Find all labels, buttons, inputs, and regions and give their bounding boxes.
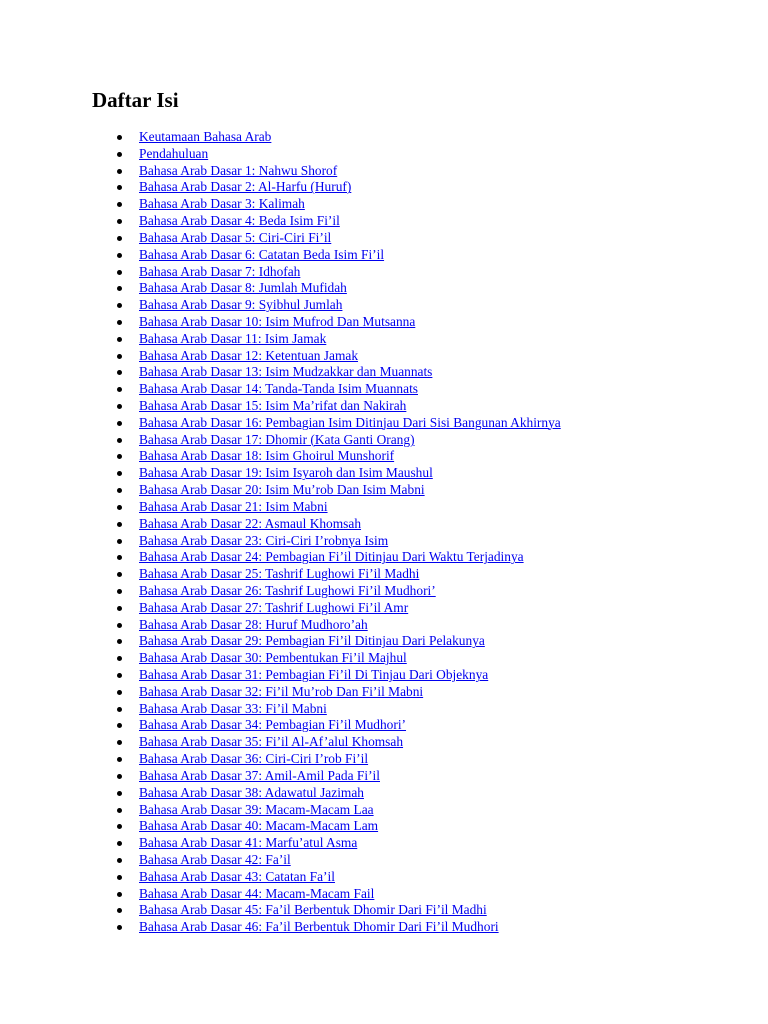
toc-link[interactable]: Bahasa Arab Dasar 15: Isim Ma’rifat dan Nakirah	[139, 398, 407, 413]
toc-link[interactable]: Bahasa Arab Dasar 32: Fi’il Mu’rob Dan Fi’il Mabni	[139, 683, 424, 699]
bullet-icon	[117, 757, 122, 762]
toc-link[interactable]: Bahasa Arab Dasar 26: Tashrif Lughowi Fi’il Mudhori’	[139, 582, 436, 598]
bullet-icon	[117, 286, 122, 291]
bullet-icon	[117, 791, 122, 796]
toc-link[interactable]: Bahasa Arab Dasar 42: Fa’il	[139, 851, 291, 867]
bullet-icon	[117, 303, 122, 308]
bullet-icon	[117, 471, 122, 476]
toc-link[interactable]: Bahasa Arab Dasar 16: Pembagian Isim Ditinjau Dari Sisi Bangunan Akhirnya	[139, 414, 561, 430]
bullet-icon	[117, 841, 122, 846]
toc-link[interactable]: Bahasa Arab Dasar 14: Tanda-Tanda Isim Muannats	[139, 381, 418, 397]
toc-link[interactable]: Bahasa Arab Dasar 3: Kalimah	[139, 196, 305, 212]
toc-link[interactable]: Bahasa Arab Dasar 40: Macam-Macam Lam	[139, 818, 379, 834]
toc-link[interactable]: Bahasa Arab Dasar 12: Ketentuan Jamak	[139, 347, 359, 363]
bullet-icon	[117, 740, 122, 745]
toc-link[interactable]: Bahasa Arab Dasar 9: Syibhul Jumlah	[139, 297, 343, 313]
toc-link[interactable]: Bahasa Arab Dasar 7: Idhofah	[139, 263, 301, 279]
toc-link[interactable]: Bahasa Arab Dasar 45: Fa’il Berbentuk Dhomir Dari Fi’il Madhi	[139, 902, 487, 918]
toc-link[interactable]: Bahasa Arab Dasar 44: Macam-Macam Fail	[139, 885, 375, 901]
bullet-icon	[117, 236, 122, 241]
toc-link[interactable]: Bahasa Arab Dasar 1: Nahwu Shorof	[139, 162, 338, 178]
toc-link[interactable]: Bahasa Arab Dasar 19: Isim Isyaroh dan Isim Maushul	[139, 465, 433, 481]
bullet-icon	[117, 623, 122, 628]
toc-link[interactable]: Bahasa Arab Dasar 46: Fa’il Berbentuk Dhomir Dari Fi’il Mudhori	[139, 919, 499, 935]
bullet-icon	[117, 707, 122, 712]
bullet-icon	[117, 219, 122, 224]
toc-link[interactable]: Bahasa Arab Dasar 11: Isim Jamak	[139, 330, 327, 346]
toc-link[interactable]: Bahasa Arab Dasar 34: Pembagian Fi’il Mudhori’	[139, 717, 407, 733]
toc-link[interactable]: Bahasa Arab Dasar 27: Tashrif Lughowi Fi’il Amr	[139, 599, 409, 615]
bullet-icon	[117, 253, 122, 258]
bullet-icon	[117, 387, 122, 392]
toc-link[interactable]: Bahasa Arab Dasar 24: Pembagian Fi’il Ditinjau Dari Waktu Terjadinya	[139, 549, 524, 565]
toc-link[interactable]: Bahasa Arab Dasar 20: Isim Mu’rob Dan Isim Mabni	[139, 482, 425, 498]
toc-link[interactable]: Bahasa Arab Dasar 10: Isim Mufrod Dan Mutsanna	[139, 313, 416, 329]
toc-link[interactable]: Bahasa Arab Dasar 38: Adawatul Jazimah	[139, 784, 364, 800]
bullet-icon	[117, 824, 122, 829]
toc-link[interactable]: Bahasa Arab Dasar 30: Pembentukan Fi’il Majhul	[139, 650, 407, 666]
bullet-icon	[117, 370, 122, 375]
bullet-icon	[117, 354, 122, 359]
toc-link[interactable]: Bahasa Arab Dasar 39: Macam-Macam Laa	[139, 801, 374, 817]
bullet-icon	[117, 438, 122, 443]
bullet-icon	[117, 639, 122, 644]
bullet-icon	[117, 673, 122, 678]
bullet-icon	[117, 656, 122, 661]
bullet-icon	[117, 337, 122, 342]
toc-link[interactable]: Bahasa Arab Dasar 2: Al-Harfu (Huruf)	[139, 179, 352, 195]
bullet-icon	[117, 320, 122, 325]
bullet-icon	[117, 572, 122, 577]
bullet-icon	[117, 808, 122, 813]
bullet-icon	[117, 774, 122, 779]
toc-link[interactable]: Bahasa Arab Dasar 29: Pembagian Fi’il Ditinjau Dari Pelakunya	[139, 633, 485, 649]
page-title: Daftar Isi	[92, 88, 179, 112]
bullet-icon	[117, 185, 122, 190]
bullet-icon	[117, 270, 122, 275]
bullet-icon	[117, 539, 122, 544]
bullet-icon	[117, 404, 122, 409]
toc-link[interactable]: Bahasa Arab Dasar 37: Amil-Amil Pada Fi’il	[139, 767, 380, 783]
bullet-icon	[117, 606, 122, 611]
toc-link[interactable]: Bahasa Arab Dasar 25: Tashrif Lughowi Fi’il Madhi	[139, 566, 420, 582]
toc-link[interactable]: Bahasa Arab Dasar 4: Beda Isim Fi’il	[139, 213, 340, 229]
toc-link[interactable]: Bahasa Arab Dasar 36: Ciri-Ciri I’rob Fi’il	[139, 751, 369, 767]
toc-link[interactable]: Bahasa Arab Dasar 28: Huruf Mudhoro’ah	[139, 616, 368, 632]
bullet-icon	[117, 488, 122, 493]
toc-link[interactable]: Bahasa Arab Dasar 13: Isim Mudzakkar dan Muannats	[139, 364, 433, 380]
toc-link[interactable]: Bahasa Arab Dasar 31: Pembagian Fi’il Di Tinjau Dari Objeknya	[139, 667, 489, 682]
toc-link[interactable]: Bahasa Arab Dasar 21: Isim Mabni	[139, 498, 328, 514]
bullet-icon	[117, 421, 122, 426]
toc-link[interactable]: Pendahuluan	[139, 145, 209, 161]
toc-link[interactable]: Bahasa Arab Dasar 23: Ciri-Ciri I’robnya Isim	[139, 532, 389, 548]
toc-link[interactable]: Keutamaan Bahasa Arab	[139, 129, 272, 144]
bullet-icon	[117, 925, 122, 930]
bullet-icon	[117, 690, 122, 695]
toc-link[interactable]: Bahasa Arab Dasar 5: Ciri-Ciri Fi’il	[139, 229, 332, 245]
toc-link[interactable]: Bahasa Arab Dasar 6: Catatan Beda Isim Fi’il	[139, 246, 385, 262]
bullet-icon	[117, 505, 122, 510]
bullet-icon	[117, 522, 122, 527]
bullet-icon	[117, 875, 122, 880]
bullet-icon	[117, 454, 122, 459]
toc-link[interactable]: Bahasa Arab Dasar 33: Fi’il Mabni	[139, 700, 327, 716]
bullet-icon	[117, 169, 122, 174]
toc-link[interactable]: Bahasa Arab Dasar 17: Dhomir (Kata Ganti Orang)	[139, 431, 415, 447]
bullet-icon	[117, 858, 122, 863]
toc-link[interactable]: Bahasa Arab Dasar 18: Isim Ghoirul Munshorif	[139, 448, 395, 464]
bullet-icon	[117, 555, 122, 560]
toc-link[interactable]: Bahasa Arab Dasar 43: Catatan Fa’il	[139, 868, 335, 884]
bullet-icon	[117, 202, 122, 207]
bullet-icon	[117, 135, 122, 140]
toc-link[interactable]: Bahasa Arab Dasar 41: Marfu’atul Asma	[139, 835, 358, 851]
toc-link[interactable]: Bahasa Arab Dasar 35: Fi’il Al-Af’alul Khomsah	[139, 734, 404, 750]
toc-link[interactable]: Bahasa Arab Dasar 8: Jumlah Mufidah	[139, 280, 347, 296]
toc-link[interactable]: Bahasa Arab Dasar 22: Asmaul Khomsah	[139, 515, 362, 531]
bullet-icon	[117, 908, 122, 913]
bullet-icon	[117, 152, 122, 157]
bullet-icon	[117, 892, 122, 897]
bullet-icon	[117, 723, 122, 728]
bullet-icon	[117, 589, 122, 594]
